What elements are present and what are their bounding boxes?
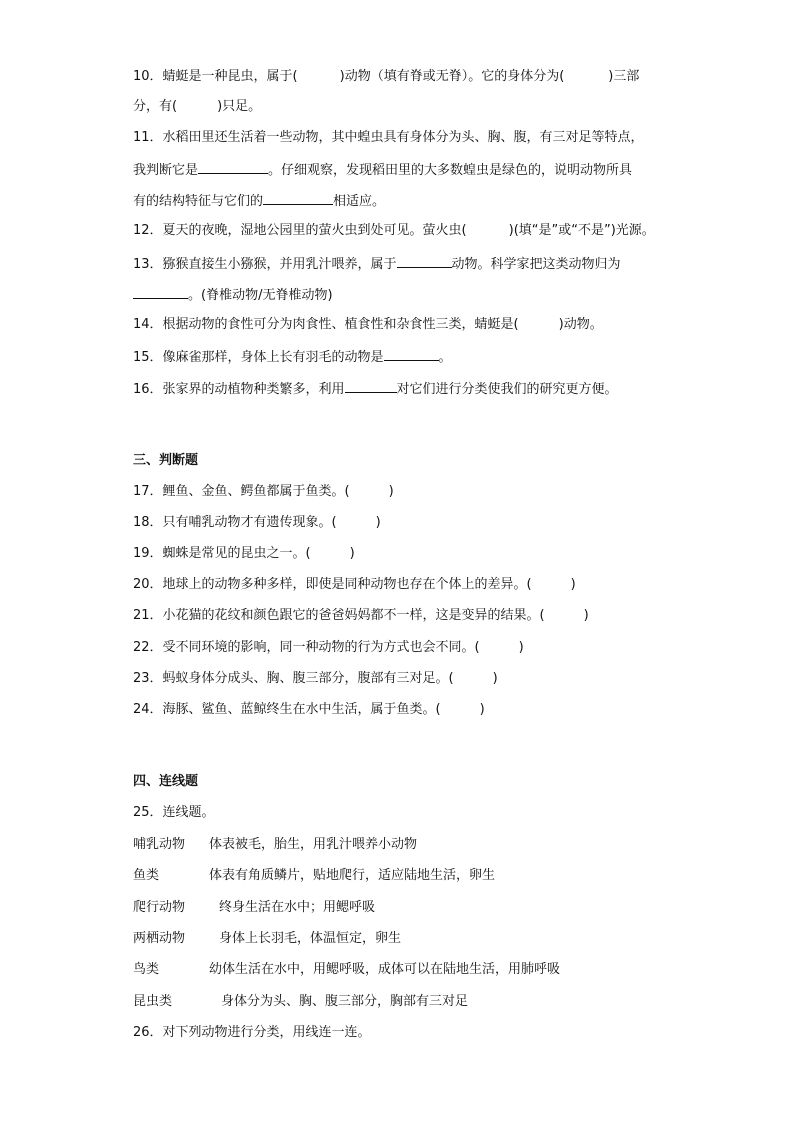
section-heading-match: 四、连线题 [133,774,199,789]
match-description: 体表被毛，胎生，用乳汁喂养小动物 [209,837,418,852]
question-10-line1: 10．蜻蜓是一种昆虫，属于( )动物（填有脊或无脊）。它的身体分为( )三部 [133,69,640,84]
answer-blank[interactable] [263,191,333,205]
question-11-line3: 有的结构特征与它们的 相适应。 [133,191,385,211]
answer-blank[interactable] [133,285,188,299]
match-term: 鸟类 [133,962,160,977]
question-19: 19．蜘蛛是常见的昆虫之一。( ) [133,546,355,561]
question-15: 15．像麻雀那样，身体上长有羽毛的动物是 。 [133,347,452,367]
match-row[interactable] [133,993,468,1011]
answer-blank[interactable] [345,379,397,393]
section-heading-judge: 三、判断题 [133,453,199,468]
match-term: 爬行动物 [133,900,186,915]
answer-blank[interactable] [198,160,268,174]
question-10-line2: 分，有( )只足。 [133,99,262,114]
match-term: 哺乳动物 [133,837,186,852]
question-11-line2: 我判断它是 。仔细观察，发现稻田里的大多数蝗虫是绿色的，说明动物所具 [133,160,632,180]
question-11-line1: 11．水稻田里还生活着一些动物，其中蝗虫具有身体分为头、胸、腹，有三对足等特点， [133,130,644,145]
question-25: 25．连线题。 [133,805,215,820]
question-13-line2: 。(脊椎动物/无脊椎动物) [133,285,333,305]
match-description: 幼体生活在水中，用鳃呼吸，成体可以在陆地生活，用肺呼吸 [209,962,561,977]
match-term: 两栖动物 [133,931,186,946]
match-description: 身体分为头、胸、腹三部分，胸部有三对足 [221,994,469,1009]
question-18: 18．只有哺乳动物才有遗传现象。( ) [133,515,381,530]
answer-blank[interactable] [397,254,452,268]
question-16: 16．张家界的动植物种类繁多，利用 对它们进行分类使我们的研究更方便。 [133,379,618,399]
question-12: 12．夏天的夜晚，湿地公园里的萤火虫到处可见。萤火虫( )(填“是”或“不是”)光源。 [133,223,655,238]
question-20: 20．地球上的动物多种多样，即使是同种动物也存在个体上的差异。( ) [133,577,576,592]
question-23: 23．蚂蚁身体分成头、胸、腹三部分，腹部有三对足。( ) [133,671,498,686]
match-row[interactable] [133,899,375,917]
match-row[interactable] [133,836,417,854]
match-description: 体表有角质鳞片，贴地爬行，适应陆地生活，卵生 [209,868,496,883]
question-26: 26．对下列动物进行分类，用线连一连。 [133,1025,371,1040]
match-term: 昆虫类 [133,994,173,1009]
question-13-line1: 13．猕猴直接生小猕猴，并用乳汁喂养，属于 动物。科学家把这类动物归为 [133,254,621,274]
answer-blank[interactable] [384,347,439,361]
match-row[interactable] [133,930,401,948]
question-22: 22．受不同环境的影响，同一种动物的行为方式也会不同。( ) [133,640,524,655]
question-14: 14．根据动物的食性可分为肉食性、植食性和杂食性三类，蜻蜓是( )动物。 [133,317,603,332]
match-row[interactable] [133,867,495,885]
question-24: 24．海豚、鲨鱼、蓝鲸终生在水中生活，属于鱼类。( ) [133,702,485,717]
question-21: 21．小花猫的花纹和颜色跟它的爸爸妈妈都不一样，这是变异的结果。( ) [133,608,589,623]
match-row[interactable] [133,961,560,979]
match-term: 鱼类 [133,868,160,883]
match-description: 终身生活在水中；用鳃呼吸 [219,900,376,915]
match-description: 身体上长羽毛，体温恒定，卵生 [219,931,402,946]
question-17: 17．鲤鱼、金鱼、鳄鱼都属于鱼类。( ) [133,484,394,499]
